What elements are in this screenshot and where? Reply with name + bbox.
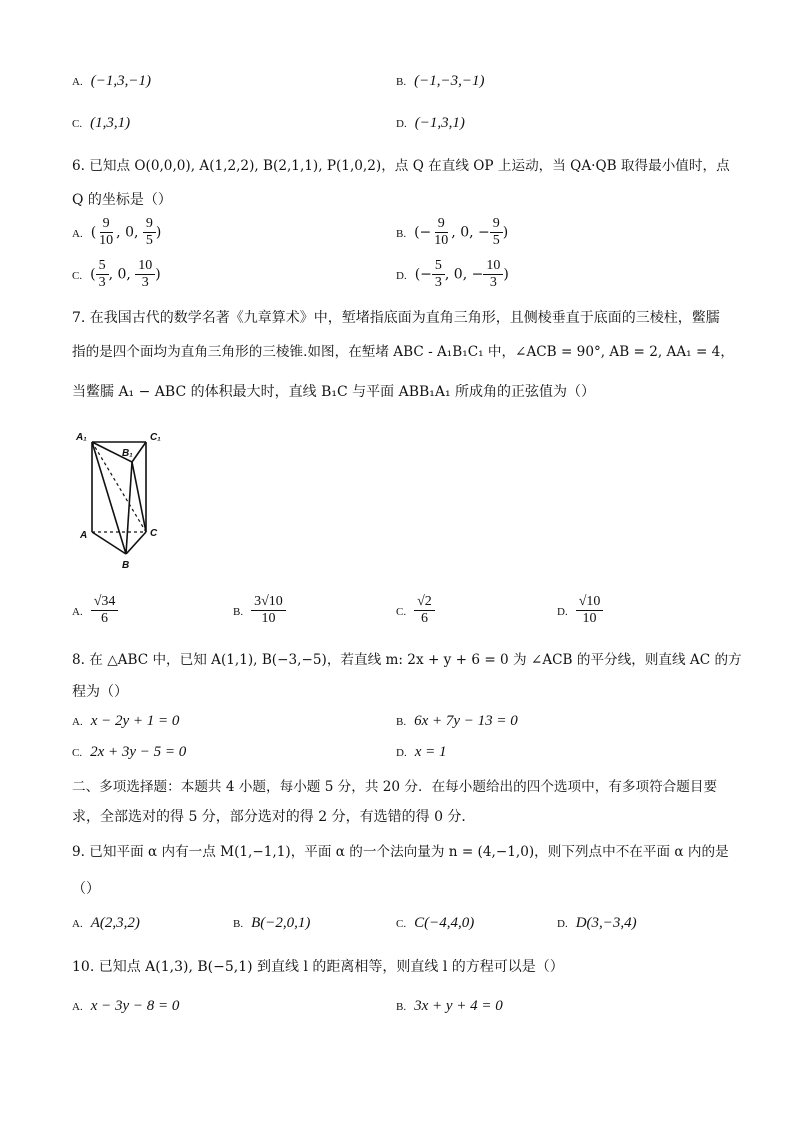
option-mid: , 0, [116,224,143,241]
section2-line1: 二、多项选择题：本题共 4 小题，每小题 5 分，共 20 分．在每小题给出的四个选项中，有多项符合题目要 [72,779,718,795]
q6-stem-line1: 6. 已知点 O(0,0,0), A(1,2,2), B(2,1,1), P(1,0,2)，点 Q 在直线 OP 上运动，当 QA·QB 取得最小值时，点 [72,158,730,174]
fraction [490,216,503,249]
label-a1: A₁ [76,432,87,443]
label-c1: C₁ [150,432,161,443]
prism-figure [70,428,170,574]
option-prefix: ( [90,224,97,241]
edge-bc [126,532,146,554]
option-text: (1,3,1) [90,115,131,131]
q6-stem-line2: Q 的坐标是（） [72,192,172,208]
option-prefix: ( [90,266,96,283]
option-text: 6x + 7y − 13 = 0 [414,713,518,729]
q7-option-d [557,594,603,627]
numerator: 5 [432,258,445,275]
numerator: 10 [483,258,503,275]
option-mid: , 0, − [451,224,490,241]
fraction [432,258,445,291]
denominator: 3 [434,275,442,290]
option-label: B. [233,605,244,618]
q6-option-d [396,258,509,291]
option-text: C(−4,4,0) [414,915,475,931]
fraction [251,594,286,627]
q10-stem-line1: 10. 已知点 A(1,3), B(−5,1) 到直线 l 的距离相等，则直线 l 的方程可以是（） [72,959,564,975]
denominator: 5 [145,233,153,248]
q7-option-c [396,594,435,627]
option-text: x − 3y − 8 = 0 [90,998,180,1014]
option-text: 3x + y + 4 = 0 [414,998,503,1014]
option-text: A(2,3,2) [90,915,140,931]
option-suffix: ) [155,266,161,283]
q7-stem-line3: 当鳖臑 A₁ − ABC 的体积最大时，直线 B₁C 与平面 ABB₁A₁ 所成角的正弦值为（） [72,384,596,400]
q6-option-c [72,258,161,291]
denominator: 10 [434,233,449,248]
edge-a1b [92,442,126,554]
q7-option-b [233,594,286,627]
option-prefix: (− [414,224,432,241]
q10-option-b [396,997,503,1016]
numerator: 5 [96,258,109,275]
q6-option-a [72,216,161,249]
option-mid: , 0, − [444,266,484,283]
option-suffix: ) [502,224,509,241]
option-suffix: ) [155,224,162,241]
q8-stem-line1: 8. 在 △ABC 中，已知 A(1,1), B(−3,−5)，若直线 m: 2x + y + 6 = 0 为 ∠ACB 的平分线，则直线 AC 的方 [72,652,742,668]
option-label: B. [233,918,244,930]
q8-option-a [72,712,179,731]
q9-stem-line2: （） [72,881,100,897]
label-b1: B₁ [122,448,133,459]
denominator: 3 [489,275,497,290]
numerator: √10 [576,594,604,611]
q5-option-c [72,114,130,133]
numerator: √34 [91,594,119,611]
option-label: A. [72,76,83,88]
option-label: B. [396,1001,407,1013]
option-text: 2x + 3y − 5 = 0 [90,744,187,760]
option-text: x − 2y + 1 = 0 [90,713,180,729]
q9-option-b [233,914,310,933]
label-b: B [122,560,130,571]
option-mid: , 0, [108,266,136,283]
numerator: 9 [100,216,113,233]
edge-b1c [132,462,146,532]
q7-stem-line1: 7. 在我国古代的数学名著《九章算术》中，堑堵指底面为直角三角形，且侧棱垂直于底面的三棱柱，鳖臑 [72,310,720,326]
fraction [483,258,503,291]
denominator: 10 [99,233,114,248]
option-text: D(3,−3,4) [575,915,637,931]
q9-option-c [396,914,474,933]
option-label: A. [72,1001,83,1013]
edge-b1c1 [132,442,146,462]
fraction [96,216,116,249]
option-text: (−1,−3,−1) [414,73,485,89]
option-label: C. [396,605,407,618]
fraction [96,258,109,291]
option-label: A. [72,227,83,240]
denominator: 10 [261,611,276,626]
option-label: B. [396,716,407,728]
option-label: D. [396,118,407,130]
denominator: 3 [141,275,149,290]
q5-option-d [396,114,465,133]
option-label: C. [72,118,83,130]
denominator: 3 [98,275,106,290]
option-label: C. [72,747,83,759]
fraction [143,216,156,249]
numerator: 9 [490,216,503,233]
option-text: x = 1 [414,744,447,760]
q8-option-c [72,743,186,762]
fraction [135,258,155,291]
fraction [576,594,604,627]
q7-option-a [72,594,118,627]
option-prefix: (− [414,266,432,283]
option-label: D. [557,918,568,930]
label-a: A [80,530,88,541]
q8-option-d [396,743,446,762]
denominator: 6 [101,611,109,626]
q8-option-b [396,712,518,731]
denominator: 5 [492,233,500,248]
numerator: 10 [135,258,155,275]
option-label: A. [72,605,83,618]
section2-line2: 求，全部选对的得 5 分，部分选对的得 2 分，有选错的得 0 分． [72,809,476,825]
q9-option-a [72,914,140,933]
option-label: D. [557,605,568,618]
option-label: A. [72,716,83,728]
option-text: (−1,3,1) [414,115,465,131]
numerator: 9 [143,216,156,233]
q5-option-b [396,72,484,91]
q8-stem-line2: 程为（） [72,684,128,700]
option-label: C. [72,269,83,282]
option-label: C. [396,918,407,930]
denominator: 10 [582,611,597,626]
option-label: D. [396,747,407,759]
q6-option-b [396,216,508,249]
denominator: 6 [420,611,428,626]
fraction [414,594,435,627]
option-text: (−1,3,−1) [90,73,151,89]
label-c: C [150,528,158,539]
q5-option-a [72,72,151,91]
option-label: B. [396,227,407,240]
option-label: B. [396,76,407,88]
numerator: √2 [414,594,435,611]
edge-bb1 [126,462,132,554]
option-label: D. [396,269,407,282]
q9-option-d [557,914,637,933]
fraction [91,594,119,627]
numerator: 3√10 [251,594,286,611]
option-suffix: ) [503,266,509,283]
numerator: 9 [435,216,448,233]
q10-option-a [72,997,179,1016]
q7-stem-line2: 指的是四个面均为直角三角形的三棱锥.如图，在堑堵 ABC - A₁B₁C₁ 中，∠ACB = 90°, AB = 2, AA₁ = 4， [72,344,734,360]
option-label: A. [72,918,83,930]
q9-stem-line1: 9. 已知平面 α 内有一点 M(1,−1,1)，平面 α 的一个法向量为 n = (4,−1,0)，则下列点中不在平面 α 内的是 [72,844,729,860]
fraction [431,216,451,249]
option-text: B(−2,0,1) [251,915,311,931]
